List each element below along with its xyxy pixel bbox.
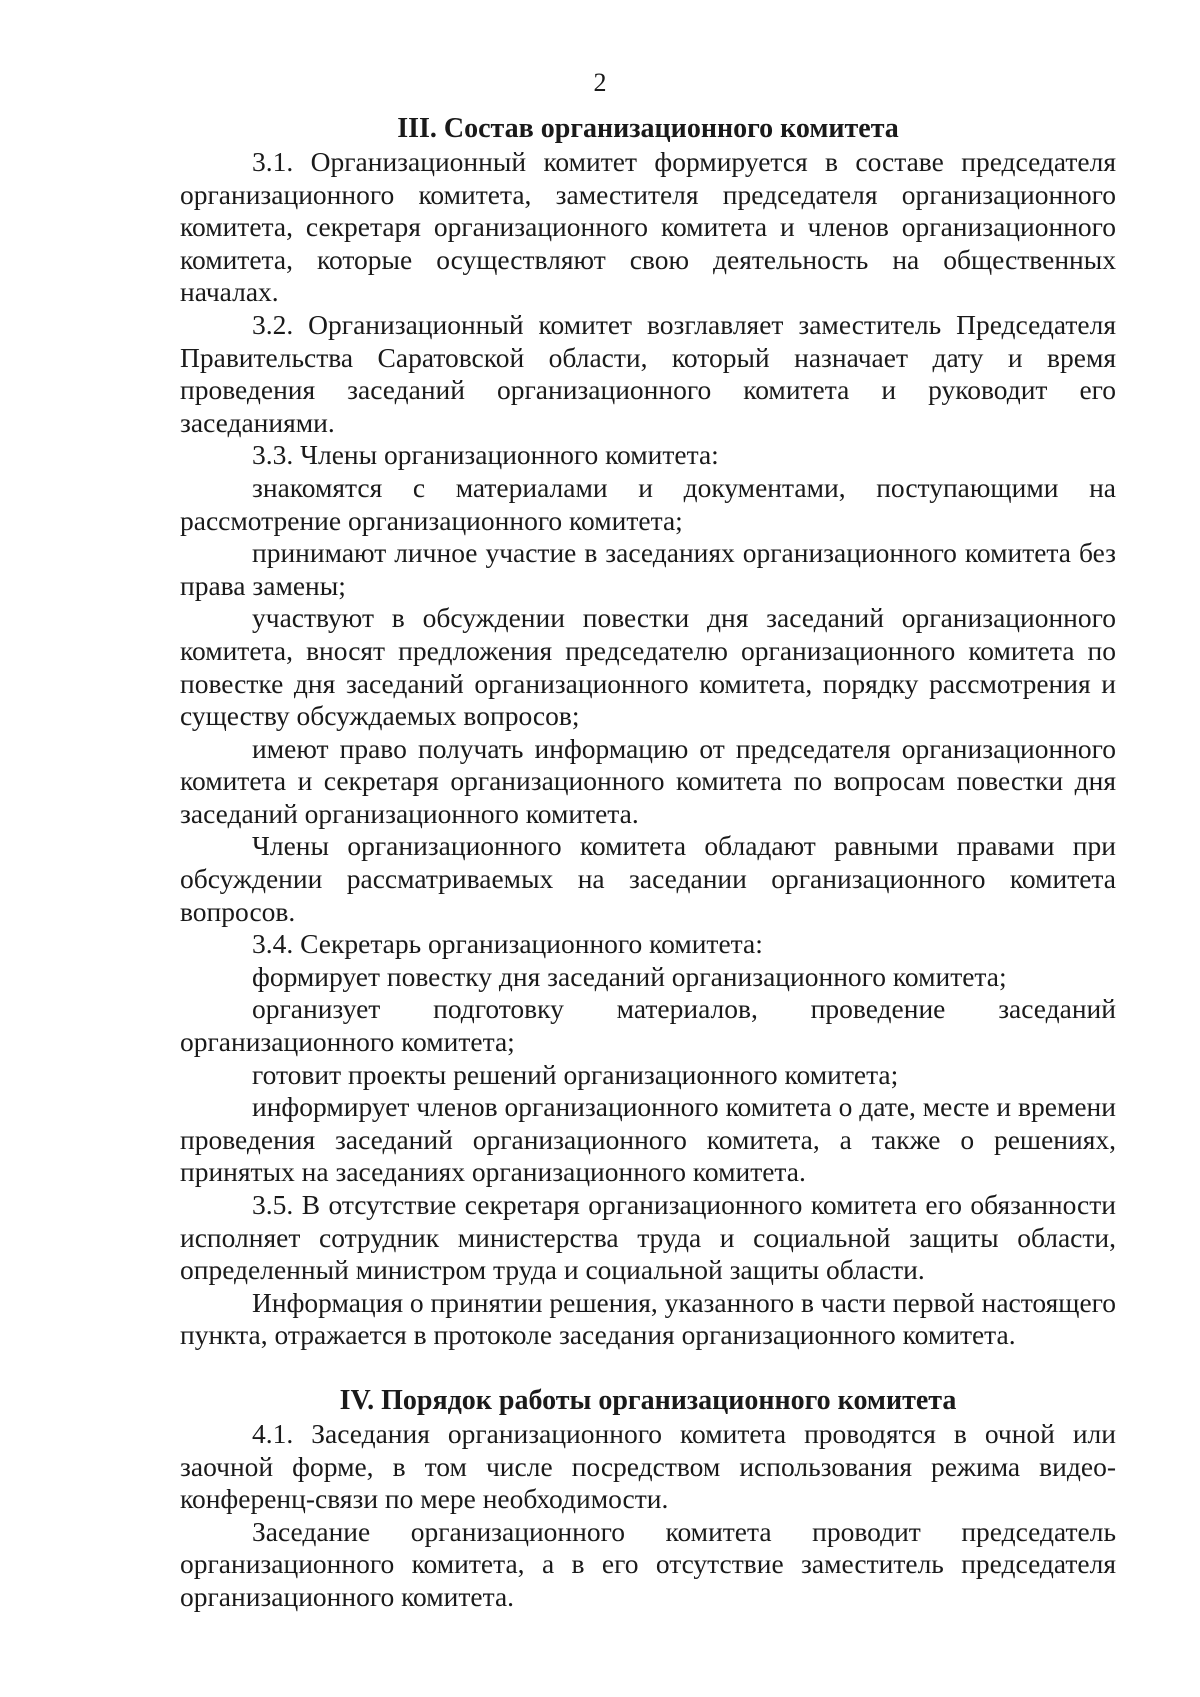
paragraph-3-4-item-1: формирует повестку дня заседаний организационного комитета; [252,960,1007,992]
paragraph-4-1: 4.1. Заседания организационного комитета проводятся в очной или заочной форме, в том числе посредством использования режима видео-конференц-связи по мере необходимости. [180,1417,1116,1515]
section-3-heading: III. Состав организационного комитета [397,113,899,144]
paragraph-3-3-item-1: знакомятся с материалами и документами, поступающими на рассмотрение организационного комитета; [180,471,1116,536]
paragraph-4-1-chair: Заседание организационного комитета проводит председатель организационного комитета, а в его отсутствие заместитель председателя организационного комитета. [180,1515,1116,1612]
paragraph-3-3-item-2: принимают личное участие в заседаниях организационного комитета без права замены; [180,537,1116,601]
paragraph-3-3-item-3: участвуют в обсуждении повестки дня заседаний организационного комитета, вносят предложения председателю организационного комитета по повестке дня заседаний организационного комитета, порядку рассмотрения и существу обсуждаемых вопросов; [180,602,1116,732]
paragraph-members-rights: Члены организационного комитета обладают равными правами при обсуждении рассматриваемых на заседании организационного комитета вопросов. [180,830,1116,927]
page-number: 2 [593,68,607,97]
paragraph-3-3: 3.3. Члены организационного комитета: [252,439,719,471]
paragraph-3-5-info: Информация о принятии решения, указанного в части первой настоящего пункта, отражается в протоколе заседания организационного комитета. [180,1286,1116,1351]
paragraph-3-2: 3.2. Организационный комитет возглавляет заместитель Председателя Правительства Саратовской области, который назначает дату и время проведения заседаний организационного комитета и руководит его заседаниями. [180,308,1116,438]
paragraph-3-4-item-3: готовит проекты решений организационного комитета; [252,1058,899,1090]
section-4-heading: IV. Порядок работы организационного комитета [339,1384,957,1416]
paragraph-3-4: 3.4. Секретарь организационного комитета: [252,928,763,960]
paragraph-3-4-item-4: информирует членов организационного комитета о дате, месте и времени проведения заседаний организационного комитета, а также о решениях, принятых на заседаниях организационного комитета. [180,1091,1116,1188]
paragraph-3-1: 3.1. Организационный комитет формируется в составе председателя организационного комитета, заместителя председателя организационного комитета, секретаря организационного комитета и членов организационного комитета, которые осуществляют свою деятельность на общественных началах. [180,146,1116,308]
paragraph-3-3-item-4: имеют право получать информацию от председателя организационного комитета и секретаря организационного комитета по вопросам повестки дня заседаний организационного комитета. [180,732,1116,829]
paragraph-3-4-item-2: организует подготовку материалов, проведение заседаний организационного комитета; [180,993,1116,1058]
paragraph-3-5: 3.5. В отсутствие секретаря организационного комитета его обязанности исполняет сотрудник министерства труда и социальной защиты области, определенный министром труда и социальной защиты области. [180,1189,1116,1286]
document-body [180,112,1116,1614]
